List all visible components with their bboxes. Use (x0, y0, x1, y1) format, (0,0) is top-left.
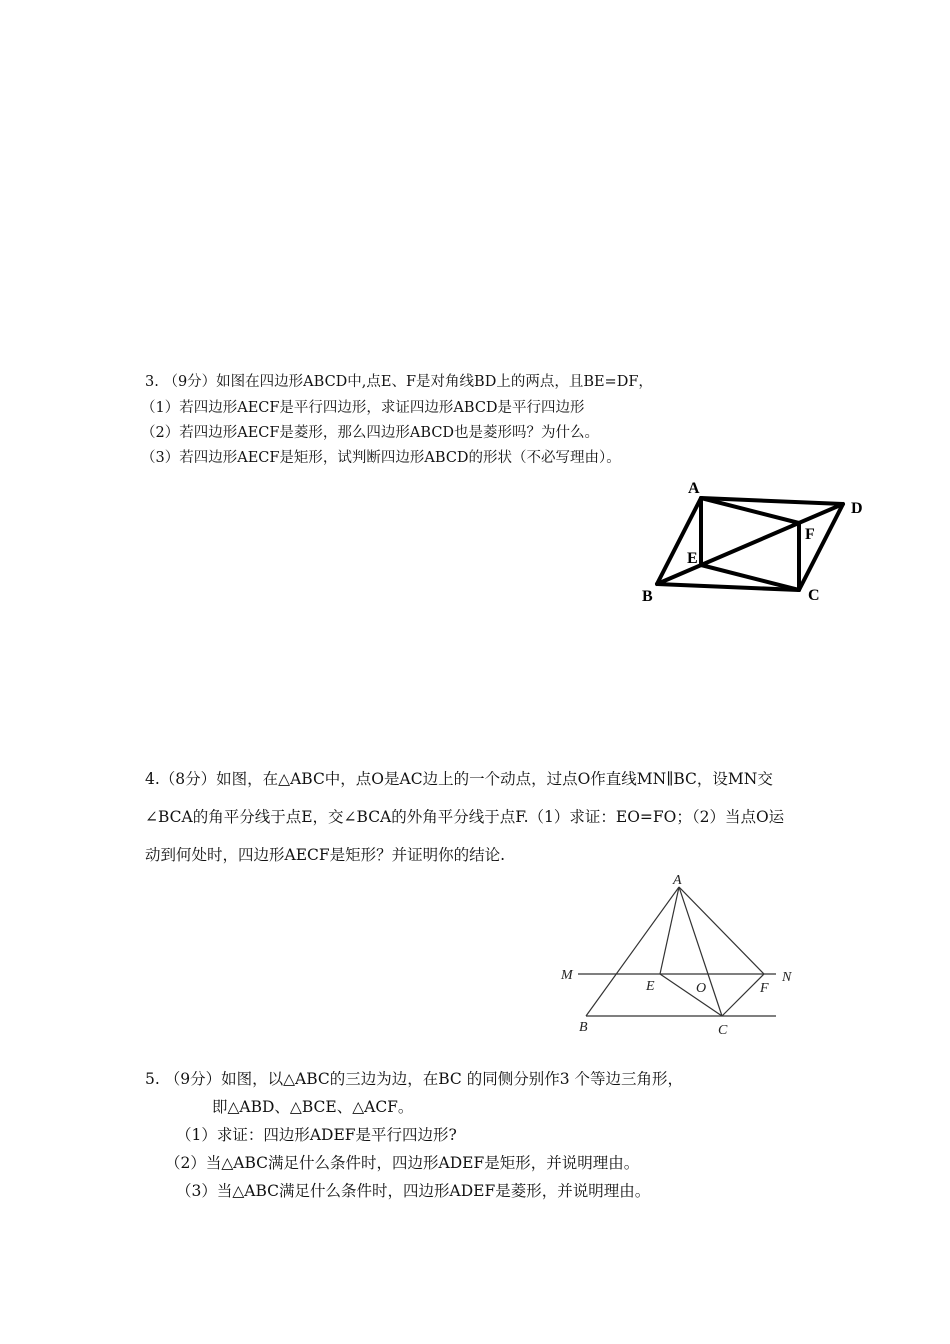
q4-segment-ec (660, 974, 722, 1016)
q4-stem-line3: 动到何处时，四边形AECF是矩形？并证明你的结论. (145, 846, 506, 864)
q5-stem-line2: 即△ABD、△BCE、△ACF。 (212, 1098, 414, 1116)
q5-part2: （2）当△ABC满足什么条件时，四边形ADEF是矩形，并说明理由。 (165, 1154, 640, 1172)
q3-label-e: E (687, 550, 698, 567)
q5-part3: （3）当△ABC满足什么条件时，四边形ADEF是菱形，并说明理由。 (176, 1182, 651, 1200)
q4-stem-line2: ∠BCA的角平分线于点E，交∠BCA的外角平分线于点F.（1）求证：EO=FO；（2）当点O运 (145, 808, 785, 826)
q3-label-b: B (642, 588, 653, 605)
q4-label-o: O (696, 981, 707, 996)
q5-stem-line1: 5. （9分）如图，以△ABC的三边为边，在BC 的同侧分别作3 个等边三角形， (145, 1070, 683, 1088)
q5-part1: （1）求证：四边形ADEF是平行四边形? (176, 1126, 457, 1144)
q4-segment-af (679, 887, 764, 974)
q4-label-e: E (646, 979, 655, 994)
q4-label-f: F (760, 981, 769, 996)
q4-label-n: N (782, 970, 792, 985)
q3-part3: （3）若四边形AECF是矩形，试判断四边形ABCD的形状（不必写理由）。 (141, 450, 621, 466)
q4-segment-ac (679, 887, 722, 1016)
q4-label-b: B (579, 1020, 588, 1035)
q3-label-c: C (808, 587, 820, 604)
q3-label-f: F (805, 526, 815, 543)
q3-stem: 3. （9分）如图在四边形ABCD中,点E、F是对角线BD上的两点，且BE=DF， (145, 374, 653, 390)
q4-label-c: C (718, 1023, 728, 1038)
q3-part1: （1）若四边形AECF是平行四边形，求证四边形ABCD是平行四边形 (141, 400, 585, 416)
q3-part2: （2）若四边形AECF是菱形，那么四边形ABCD也是菱形吗？为什么。 (141, 425, 600, 441)
q3-label-d: D (851, 500, 863, 517)
q4-label-a: A (673, 873, 682, 888)
q4-stem-line1: 4.（8分）如图，在△ABC中，点O是AC边上的一个动点，过点O作直线MN∥BC，设MN交 (145, 770, 773, 788)
q3-label-a: A (688, 480, 700, 497)
q4-label-m: M (561, 968, 573, 983)
q4-segment-fc (722, 974, 764, 1016)
